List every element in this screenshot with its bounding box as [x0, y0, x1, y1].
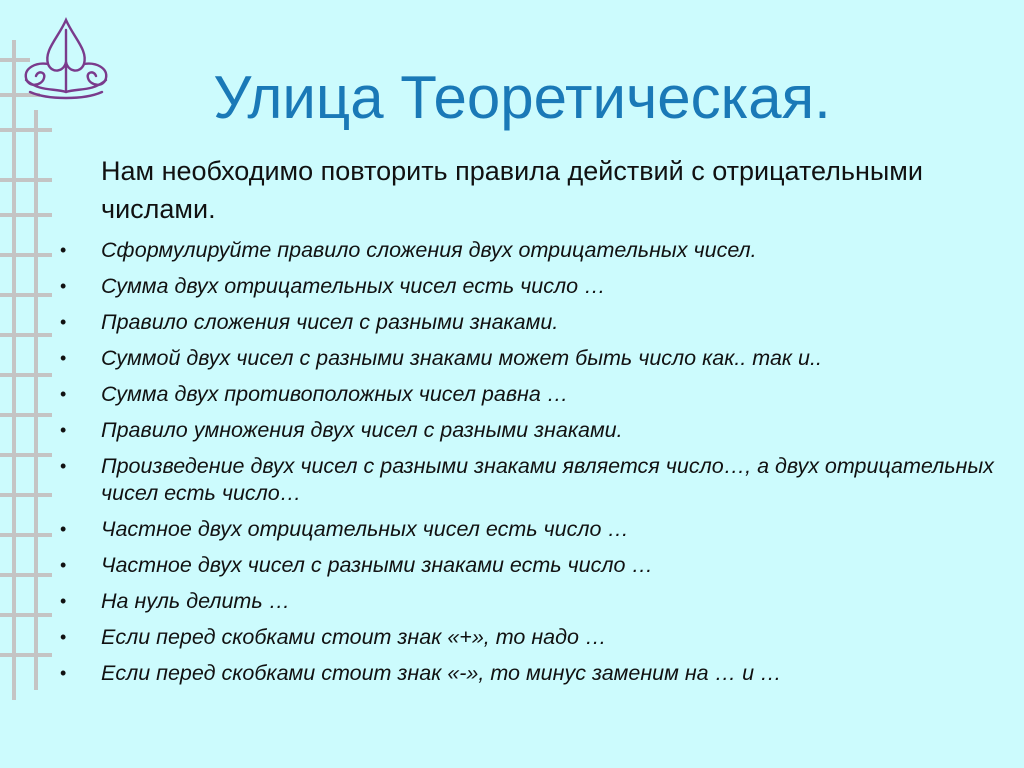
list-item [0, 273, 1000, 300]
list-item-text: Сформулируйте правило сложения двух отрицательных чисел. [101, 238, 757, 262]
list-item-text: Частное двух чисел с разными знаками есть число … [101, 553, 653, 577]
slide-title: Улица Теоретическая. [213, 64, 831, 131]
list-item [0, 588, 1000, 615]
list-item [0, 660, 1000, 687]
list-item [0, 552, 1000, 579]
bullet-icon: • [60, 384, 67, 404]
list-item [0, 345, 1000, 372]
bullet-icon: • [60, 312, 67, 332]
list-item [0, 624, 1000, 651]
bullet-icon: • [60, 627, 67, 647]
bullet-icon: • [60, 555, 67, 575]
bullet-icon: • [60, 276, 67, 296]
list-item [0, 237, 1000, 264]
list-item-text: Правило сложения чисел с разными знаками. [101, 310, 559, 334]
list-item [0, 516, 1000, 543]
list-item-text: Произведение двух чисел с разными знаками является число…, а двух отрицательных чисел есть число… [101, 454, 994, 505]
list-item-text: Правило умножения двух чисел с разными знаками. [101, 418, 623, 442]
list-item-text: Если перед скобками стоит знак «+», то надо … [101, 625, 607, 649]
bullet-icon: • [60, 456, 67, 476]
list-item-text: Если перед скобками стоит знак «-», то минус заменим на … и … [101, 661, 782, 685]
bullet-icon: • [60, 663, 67, 683]
list-item [0, 309, 1000, 336]
bullet-icon: • [60, 240, 67, 260]
intro-text: Нам необходимо повторить правила действий с отрицательными числами. [101, 156, 923, 224]
bullet-icon: • [60, 420, 67, 440]
list-item-text: Сумма двух противоположных чисел равна … [101, 382, 569, 406]
list-item-text: На нуль делить … [101, 589, 291, 613]
bullet-icon: • [60, 519, 67, 539]
list-item [0, 381, 1000, 408]
bullet-icon: • [60, 591, 67, 611]
list-item-text: Частное двух отрицательных чисел есть число … [101, 517, 629, 541]
bullet-icon: • [60, 348, 67, 368]
list-item [0, 453, 1000, 507]
list-item-text: Суммой двух чисел с разными знаками может быть число как.. так и.. [101, 346, 822, 370]
list-item [0, 417, 1000, 444]
list-item-text: Сумма двух отрицательных чисел есть число … [101, 274, 606, 298]
bullet-list [0, 237, 1000, 696]
